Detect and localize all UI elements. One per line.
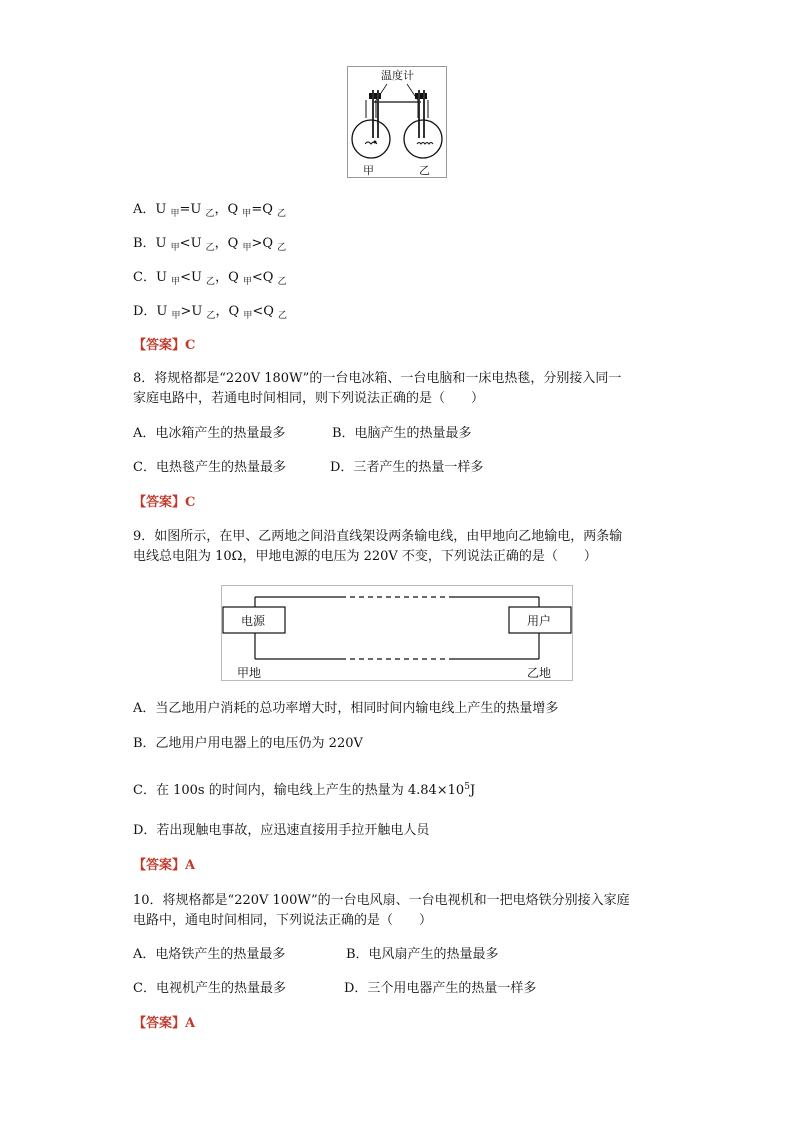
q9-stem-line2: 电线总电阻为 10Ω，甲地电源的电压为 220V 不变，下列说法正确的是（ ） [133, 549, 597, 564]
flask-label-yi: 乙 [419, 164, 430, 177]
flask-right [404, 90, 442, 158]
q8-answer: 【答案】C [133, 495, 196, 510]
power-source-label: 电源 [241, 614, 266, 628]
q8-stem-line1: 8．将规格都是“220V 180W”的一台电冰箱、一台电脑和一床电热毯，分别接入同一 [133, 371, 622, 386]
q8-stem-line2: 家庭电路中，若通电时间相同，则下列说法正确的是（ ） [133, 391, 485, 406]
q9-stem-line1: 9．如图所示，在甲、乙两地之间沿直线架设两条输电线，由甲地向乙地输电，两条输 [133, 529, 623, 544]
flask-left [352, 90, 390, 158]
q7-option-a: A．U $_甲$=U $_乙$，Q $_甲$=Q $_乙$ [133, 202, 287, 219]
transmission-figure [221, 585, 573, 681]
q8-option-c: C．电热毯产生的热量最多 [133, 460, 286, 475]
transmission-diagram [221, 585, 573, 681]
location-yi-label: 乙地 [527, 666, 552, 680]
flask-label-jia: 甲 [363, 164, 374, 177]
q10-stem-line2: 电路中，通电时间相同，下列说法正确的是（ ） [133, 913, 433, 928]
q8-option-a: A．电冰箱产生的热量最多 [133, 426, 286, 441]
q10-stem-line1: 10．将规格都是“220V 100W”的一台电风扇、一台电视机和一把电烙铁分别接入家庭 [133, 893, 630, 908]
q7-answer: 【答案】C [133, 338, 196, 353]
flask-figure [347, 66, 447, 178]
q10-option-d: D．三个用电器产生的热量一样多 [344, 981, 537, 996]
user-label: 用户 [527, 614, 552, 628]
q10-answer: 【答案】A [133, 1016, 196, 1031]
q9-answer: 【答案】A [133, 858, 196, 873]
q9-option-b: B．乙地用户用电器上的电压仍为 220V [133, 736, 363, 751]
flask-diagram [347, 66, 447, 178]
q9-option-a: A．当乙地用户消耗的总功率增大时，相同时间内输电线上产生的热量增多 [133, 701, 559, 716]
q10-option-c: C．电视机产生的热量最多 [133, 981, 286, 996]
thermometer-label: 温度计 [381, 69, 414, 82]
location-jia-label: 甲地 [237, 666, 262, 680]
q7-option-d: D．U $_甲$>U $_乙$，Q $_甲$<Q $_乙$ [133, 304, 288, 321]
q9-option-c: C．在 100s 的时间内，输电线上产生的热量为 $4.84\times 10^5J$ [133, 782, 476, 798]
q7-option-c: C．U $_甲$<U $_乙$，Q $_甲$<Q $_乙$ [133, 270, 287, 287]
q8-option-b: B．电脑产生的热量最多 [332, 426, 472, 441]
q8-option-d: D．三者产生的热量一样多 [330, 460, 484, 475]
q10-option-b: B．电风扇产生的热量最多 [346, 947, 499, 962]
q7-option-b: B．U $_甲$<U $_乙$，Q $_甲$>Q $_乙$ [133, 236, 287, 253]
q10-option-a: A．电烙铁产生的热量最多 [133, 947, 286, 962]
q9-option-d: D．若出现触电事故，应迅速直接用手拉开触电人员 [133, 823, 430, 838]
